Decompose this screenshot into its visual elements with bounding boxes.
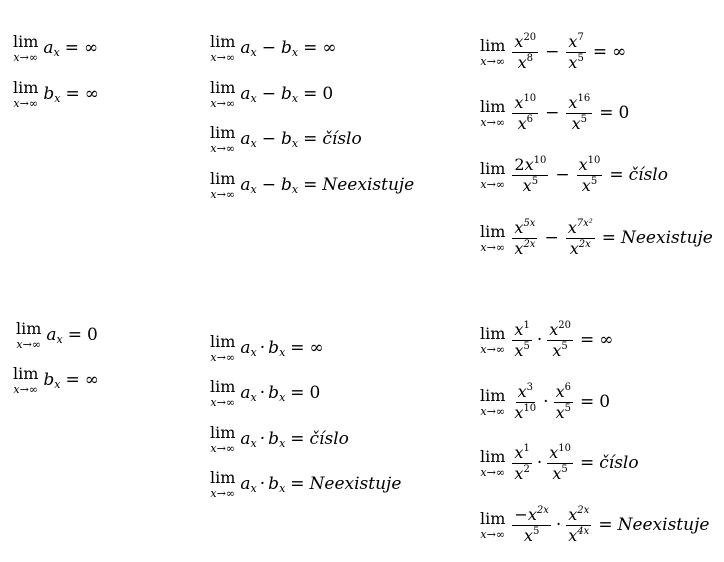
top-right-ex-4: lim x→∞ $\frac{x^{5x}}{x^{2x}}$ − $\frac{x^{7x^2}}{x^{2x}}$ = Neexistuje: [480, 218, 713, 258]
bottom-right-ex-1: lim x→∞ $\frac{x^1}{x^5}$ · $\frac{x^{20}}{x^5}$ = ∞: [480, 320, 614, 360]
bottom-left-lim-b: lim x→∞ b x = ∞: [13, 364, 99, 396]
top-left-lim-b: lim x→∞ b x = ∞: [13, 78, 99, 110]
bottom-mid-prod-inf: lim x→∞ a x · b x = ∞: [210, 332, 324, 364]
bottom-right-ex-4: lim x→∞ $\frac{-x^{2x}}{x^5}$ · $\frac{x^{2x}}{x^{4x}}$ = Neexistuje: [480, 505, 710, 545]
bottom-mid-prod-zero: lim x→∞ a x · b x = 0: [210, 377, 321, 409]
top-mid-diff-inf: lim x→∞ a x − b x = ∞: [210, 32, 337, 64]
top-right-ex-2: lim x→∞ $\frac{x^{10}}{x^6}$ − $\frac{x^{16}}{x^5}$ = 0: [480, 93, 630, 133]
top-right-ex-3: lim x→∞ $\frac{2x^{10}}{x^5}$ − $\frac{x^{10}}{x^5}$ = číslo: [480, 155, 668, 195]
bottom-right-ex-2: lim x→∞ $\frac{x^3}{x^{10}}$ · $\frac{x^6}{x^5}$ = 0: [480, 382, 611, 422]
top-right-ex-1: lim x→∞ $\frac{x^{20}}{x^8}$ − $\frac{x^7}{x^5}$ = ∞: [480, 32, 627, 72]
bottom-mid-prod-neex: lim x→∞ a x · b x = Neexistuje: [210, 468, 402, 500]
bottom-left-lim-a: lim x→∞ a x = 0: [16, 319, 98, 351]
bottom-mid-prod-cislo: lim x→∞ a x · b x = číslo: [210, 423, 349, 455]
top-mid-diff-zero: lim x→∞ a x − b x = 0: [210, 78, 334, 110]
top-mid-diff-cislo: lim x→∞ a x − b x = číslo: [210, 123, 362, 155]
top-mid-diff-neex: lim x→∞ a x − b x = Neexistuje: [210, 169, 415, 201]
top-left-lim-a: lim x→∞ a x = ∞: [13, 32, 99, 64]
bottom-right-ex-3: lim x→∞ $\frac{x^1}{x^2}$ · $\frac{x^{10}}{x^5}$ = číslo: [480, 443, 639, 483]
